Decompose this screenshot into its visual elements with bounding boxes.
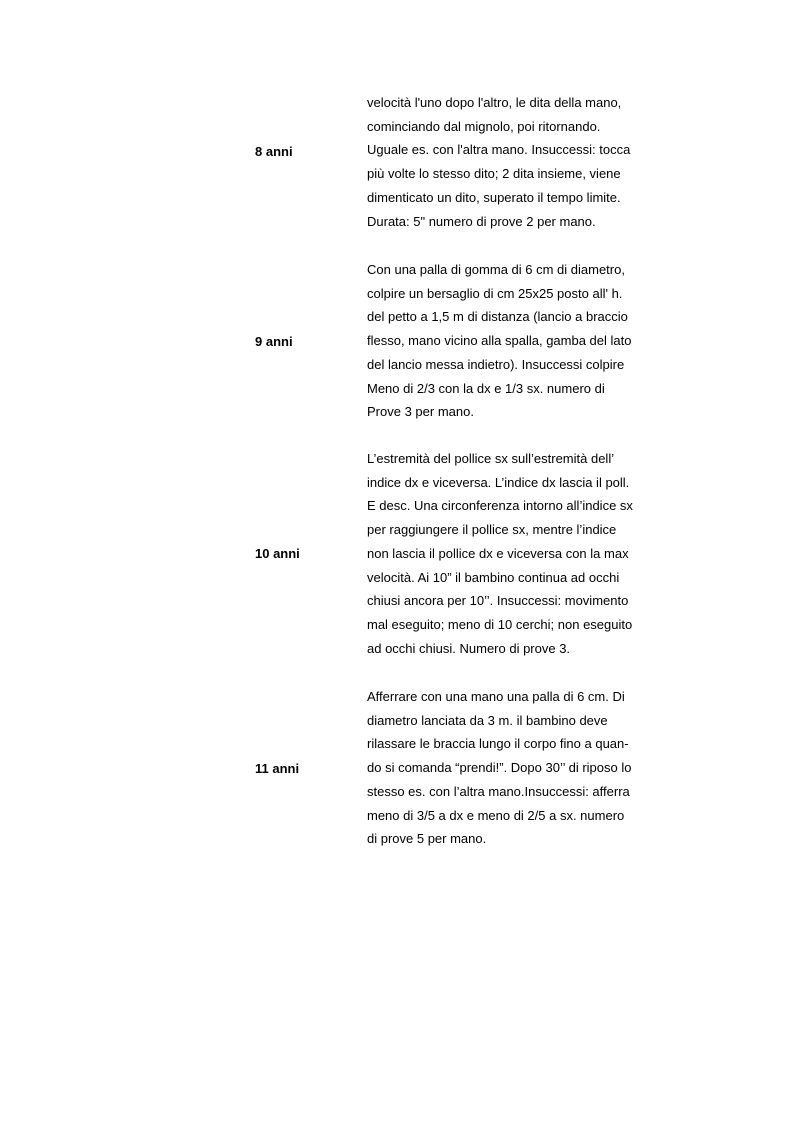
text-line: Uguale es. con l'altra mano. Insuccessi: tocca (367, 142, 631, 158)
text-line: rilassare le braccia lungo il corpo fino a quan- (367, 736, 629, 752)
text-line: chiusi ancora per 10’’. Insuccessi: movimento (367, 593, 629, 609)
exercise-description (367, 91, 657, 233)
text-line: stesso es. con l’altra mano.Insuccessi: afferra (367, 783, 630, 799)
text-line: diametro lanciata da 3 m. il bambino deve (367, 712, 608, 728)
age-label: 10 anni (255, 546, 300, 561)
text-line: Meno di 2/3 con la dx e 1/3 sx. numero di (367, 380, 605, 396)
text-line: Con una palla di gomma di 6 cm di diametro, (367, 262, 625, 277)
text-line: per raggiungere il pollice sx, mentre l’indice (367, 522, 617, 538)
text-line: non lascia il pollice dx e viceversa con la max (367, 545, 629, 561)
text-line: E desc. Una circonferenza intorno all’indice sx (367, 498, 633, 514)
text-line: del lancio messa indietro). Insuccessi colpire (367, 356, 625, 372)
text-line: indice dx e viceversa. L’indice dx lascia il poll. (367, 474, 630, 490)
text-line: cominciando dal mignolo, poi ritornando. (367, 118, 601, 134)
text-line: colpire un bersaglio di cm 25x25 posto all' h. (367, 285, 623, 301)
text-line: di prove 5 per mano. (367, 831, 487, 847)
text-line: dimenticato un dito, superato il tempo limite. (367, 189, 621, 205)
text-line: flesso, mano vicino alla spalla, gamba del lato (367, 333, 632, 349)
text-line: del petto a 1,5 m di distanza (lancio a braccio (367, 309, 628, 325)
text-line: L’estremità del pollice sx sull’estremità dell’ (367, 451, 615, 466)
age-label: 9 anni (255, 334, 293, 349)
exercise-description (367, 685, 657, 851)
text-line: do si comanda “prendi!”. Dopo 30’’ di riposo lo (367, 760, 632, 776)
text-line: mal eseguito; meno di 10 cerchi; non eseguito (367, 616, 633, 632)
text-line: velocità l'uno dopo l'altro, le dita della mano, (367, 95, 622, 110)
text-line: Afferrare con una mano una palla di 6 cm. Di (367, 689, 625, 704)
exercise-description (367, 447, 657, 660)
text-line: Prove 3 per mano. (367, 404, 474, 420)
text-line: meno di 3/5 a dx e meno di 2/5 a sx. numero (367, 807, 625, 823)
text-line: velocità. Ai 10” il bambino continua ad occhi (367, 569, 620, 585)
age-label: 8 anni (255, 144, 293, 159)
text-line: ad occhi chiusi. Numero di prove 3. (367, 640, 571, 656)
text-line: Durata: 5" numero di prove 2 per mano. (367, 213, 596, 229)
exercise-description (367, 258, 657, 424)
age-label: 11 anni (255, 761, 300, 776)
text-line: più volte lo stesso dito; 2 dita insieme, viene (367, 166, 621, 182)
